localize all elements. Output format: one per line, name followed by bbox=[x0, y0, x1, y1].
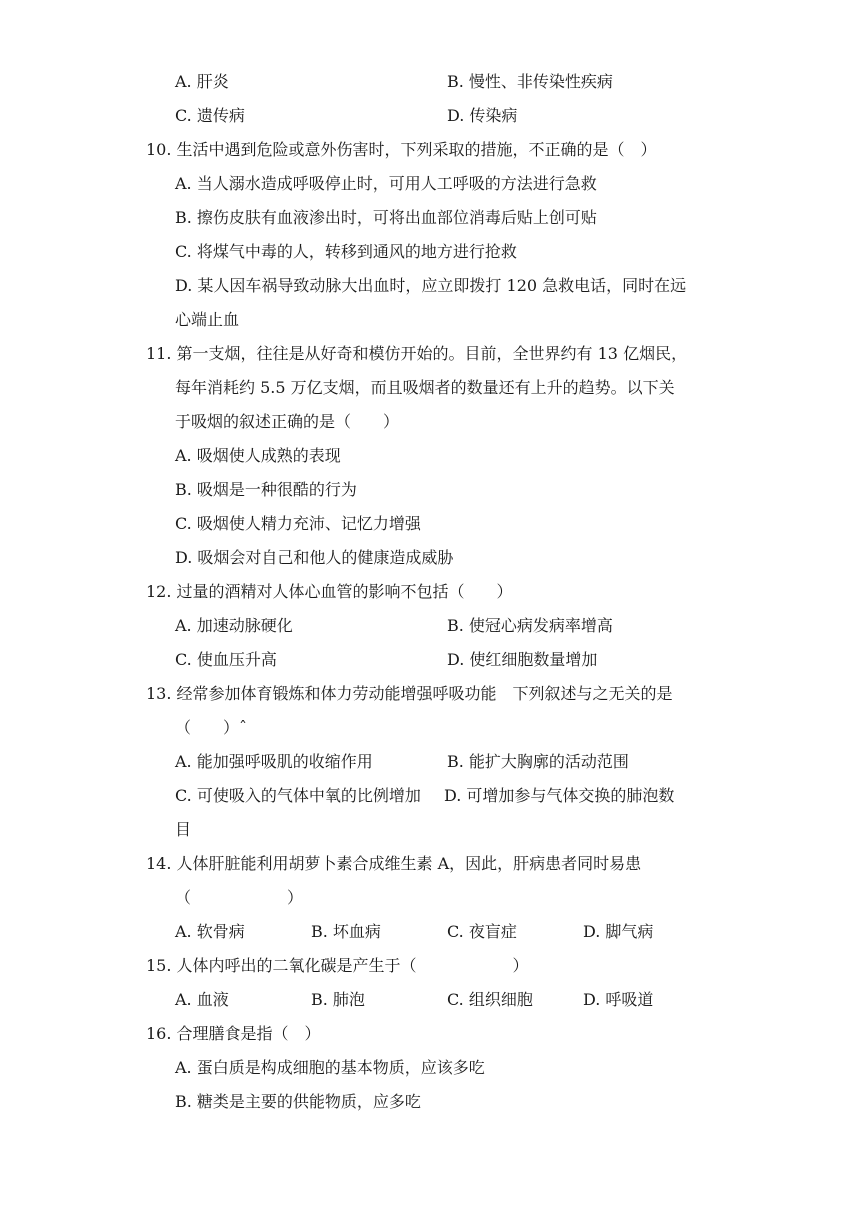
q11-stem-line3: 于吸烟的叙述正确的是（ ） bbox=[175, 412, 400, 431]
q13-stem-line1: 13. 经常参加体育锻炼和体力劳动能增强呼吸功能 下列叙述与之无关的是 bbox=[146, 684, 673, 703]
q15-option-d: D. 呼吸道 bbox=[583, 990, 654, 1009]
q10-option-a: A. 当人溺水造成呼吸停止时，可用人工呼吸的方法进行急救 bbox=[175, 174, 597, 193]
q15-option-b: B. 肺泡 bbox=[311, 990, 365, 1009]
q16-option-b: B. 糖类是主要的供能物质，应多吃 bbox=[175, 1092, 421, 1111]
q14-option-c: C. 夜盲症 bbox=[447, 922, 517, 941]
q13-option-b: B. 能扩大胸廓的活动范围 bbox=[447, 752, 629, 771]
q16-stem: 16. 合理膳食是指（ ） bbox=[146, 1024, 321, 1043]
q12-option-d: D. 使红细胞数量增加 bbox=[447, 650, 598, 669]
q12-option-a: A. 加速动脉硬化 bbox=[175, 616, 293, 635]
q15-option-c: C. 组织细胞 bbox=[447, 990, 533, 1009]
q15-option-a: A. 血液 bbox=[175, 990, 229, 1009]
q14-stem-line2: （ ） bbox=[175, 888, 304, 907]
q11-option-b: B. 吸烟是一种很酷的行为 bbox=[175, 480, 357, 499]
q10-stem: 10. 生活中遇到危险或意外伤害时，下列采取的措施，不正确的是（ ） bbox=[146, 140, 657, 159]
q12-option-c: C. 使血压升高 bbox=[175, 650, 277, 669]
q11-stem-line2: 每年消耗约 5.5 万亿支烟，而且吸烟者的数量还有上升的趋势。以下关 bbox=[175, 378, 675, 397]
q10-option-d-line2: 心端止血 bbox=[175, 310, 240, 329]
q12-stem: 12. 过量的酒精对人体心血管的影响不包括（ ） bbox=[146, 582, 513, 601]
q11-stem-line1: 11. 第一支烟，往往是从好奇和模仿开始的。目前，全世界约有 13 亿烟民， bbox=[146, 344, 688, 363]
q10-option-d-line1: D. 某人因车祸导致动脉大出血时，应立即拨打 120 急救电话，同时在远 bbox=[175, 276, 687, 295]
q12-option-b: B. 使冠心病发病率增高 bbox=[447, 616, 613, 635]
q13-stem-line2: （ ）ˆ bbox=[175, 718, 248, 737]
q14-option-b: B. 坏血病 bbox=[311, 922, 381, 941]
q11-option-a: A. 吸烟使人成熟的表现 bbox=[175, 446, 341, 465]
q10-option-c: C. 将煤气中毒的人，转移到通风的地方进行抢救 bbox=[175, 242, 517, 261]
q14-option-d: D. 脚气病 bbox=[583, 922, 654, 941]
q13-option-d-line1: D. 可增加参与气体交换的肺泡数 bbox=[444, 786, 675, 805]
q9-option-a: A. 肝炎 bbox=[175, 72, 229, 91]
q9-option-c: C. 遗传病 bbox=[175, 106, 245, 125]
q9-option-b: B. 慢性、非传染性疾病 bbox=[447, 72, 613, 91]
q13-option-a: A. 能加强呼吸肌的收缩作用 bbox=[175, 752, 373, 771]
q9-option-d: D. 传染病 bbox=[447, 106, 518, 125]
q13-option-c: C. 可使吸入的气体中氧的比例增加 bbox=[175, 786, 421, 805]
q10-option-b: B. 擦伤皮肤有血液渗出时，可将出血部位消毒后贴上创可贴 bbox=[175, 208, 597, 227]
q14-stem-line1: 14. 人体肝脏能利用胡萝卜素合成维生素 A，因此，肝病患者同时易患 bbox=[146, 854, 642, 873]
q11-option-d: D. 吸烟会对自己和他人的健康造成威胁 bbox=[175, 548, 454, 567]
q11-option-c: C. 吸烟使人精力充沛、记忆力增强 bbox=[175, 514, 421, 533]
q15-stem: 15. 人体内呼出的二氧化碳是产生于（ ） bbox=[146, 956, 529, 975]
q14-option-a: A. 软骨病 bbox=[175, 922, 245, 941]
q16-option-a: A. 蛋白质是构成细胞的基本物质，应该多吃 bbox=[175, 1058, 485, 1077]
q13-option-d-line2: 目 bbox=[175, 820, 192, 839]
